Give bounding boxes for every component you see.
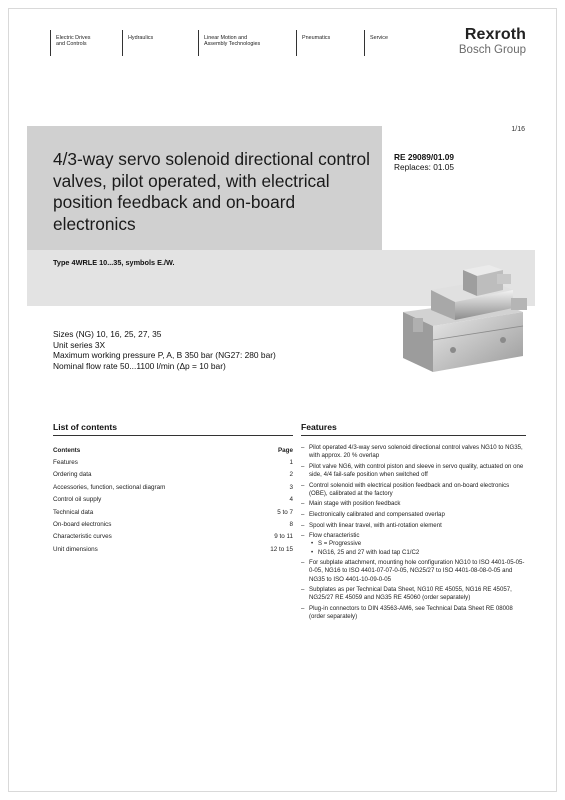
- feature-text: Control solenoid with electrical position feedback and on-board electronics (OBE), calibrated at the factory: [309, 481, 510, 497]
- toc-header-row: [53, 444, 293, 457]
- valve-product-image: [393, 260, 533, 380]
- logo-subtitle: Bosch Group: [458, 44, 526, 56]
- document-title: 4/3-way servo solenoid directional control valves, pilot operated, with electrical position feedback and on-board electronics: [53, 149, 370, 234]
- feature-item: – Pilot operated 4/3-way servo solenoid directional control valves NG10 to NG35, with approx. 20 % overlap: [301, 444, 523, 460]
- toc-entry-page: 4: [289, 496, 293, 504]
- logo-wordmark: Rexroth: [464, 26, 526, 43]
- toc-entry-label: Characteristic curves: [53, 533, 112, 541]
- replaces-text: Replaces: 01.05: [394, 162, 454, 172]
- toc-row[interactable]: [53, 544, 293, 556]
- feature-text: Main stage with position feedback: [309, 500, 401, 508]
- feature-item: – Plug-in connectors to DIN 43563-AM6, see Technical Data Sheet RE 08008 (order separately): [301, 604, 513, 621]
- specs-block: [53, 329, 276, 371]
- toc-contents-label: Contents: [53, 447, 81, 454]
- toc-row[interactable]: [53, 482, 293, 494]
- page-number: 1/16: [511, 126, 525, 133]
- feature-text: Spool with linear travel, with anti-rotation element: [309, 521, 442, 529]
- toc-entry-page: 3: [289, 483, 293, 491]
- reference-block: [394, 152, 454, 172]
- toc-entry-page: 12 to 15: [270, 545, 293, 553]
- toc-heading: List of contents: [53, 422, 117, 432]
- toc-row[interactable]: [53, 507, 293, 519]
- feature-text: Subplates as per Technical Data Sheet, NG10 RE 45055, NG16 RE 45057, NG25/27 RE 45059 and NG35 RE 45060 (order separately): [309, 586, 512, 602]
- toc-entry-label: Accessories, function, sectional diagram: [53, 483, 166, 491]
- toc-rule: [53, 435, 293, 436]
- toc-entry-page: 9 to 11: [274, 533, 293, 541]
- toc-row[interactable]: [53, 519, 293, 531]
- nav-service[interactable]: Service: [364, 30, 388, 56]
- toc-row[interactable]: [53, 531, 293, 543]
- toc-row[interactable]: [53, 494, 293, 506]
- toc-entry-label: Technical data: [53, 508, 94, 516]
- toc-entry-label: On-board electronics: [53, 521, 112, 529]
- re-number: RE 29089/01.09: [394, 152, 454, 162]
- nav-electric-drives[interactable]: Electric Drives and Controls: [50, 30, 90, 56]
- features-heading: Features: [301, 422, 337, 432]
- feature-sub-item: • NG16, 25 and 27 with load tap C1/C2: [311, 548, 420, 556]
- toc-entry-label: Unit dimensions: [53, 545, 98, 553]
- feature-item: – Spool with linear travel, with anti-rotation element: [301, 521, 442, 529]
- toc-row[interactable]: [53, 457, 293, 469]
- feature-text: Pilot valve NG6, with control piston and sleeve in servo quality, actuated on one side, 4/4 fail-safe position when switched off: [309, 462, 524, 478]
- nav-pneumatics[interactable]: Pneumatics: [296, 30, 330, 56]
- toc-entry-page: 5 to 7: [277, 508, 293, 516]
- feature-sub-text: NG16, 25 and 27 with load tap C1/C2: [318, 548, 420, 556]
- toc-page-label: Page: [277, 447, 293, 454]
- feature-text: Electronically calibrated and compensated overlap: [309, 510, 445, 518]
- toc-entry-page: 1: [289, 459, 293, 466]
- spec-flow-rate: Nominal flow rate 50...1100 l/min (Δp = 10 bar): [53, 360, 226, 371]
- rexroth-logo: [459, 26, 526, 57]
- toc-entry-label: Control oil supply: [53, 496, 102, 504]
- toc-entry-label: Ordering data: [53, 471, 92, 479]
- nav-hydraulics[interactable]: Hydraulics: [122, 30, 153, 56]
- feature-text: For subplate attachment, mounting hole configuration NG10 to ISO 4401-05-05-0-05, NG16 to ISO 4401-07-07-0-05, NG25/27 to ISO 4401-08-08-0-05 and NG35 to ISO 4401-10-09-0-05: [309, 559, 525, 583]
- features-rule: [301, 435, 526, 436]
- nav-linear-motion[interactable]: Linear Motion and Assembly Technologies: [198, 30, 260, 56]
- feature-item: – Flow characteristic • S = Progressive • NG16, 25 and 27 with load tap C1/C2: [301, 532, 526, 557]
- toc-entry-page: 8: [289, 521, 293, 529]
- toc-entry-label: Features: [53, 459, 78, 466]
- toc-entry-page: 2: [289, 471, 293, 479]
- feature-item: – Subplates as per Technical Data Sheet, NG10 RE 45055, NG16 RE 45057, NG25/27 RE 45059 and NG35 RE 45060 (order separately): [301, 586, 512, 602]
- feature-text: Flow characteristic: [309, 532, 360, 540]
- feature-item: – Control solenoid with electrical position feedback and on-board electronics (OBE), calibrated at the factory: [301, 481, 510, 497]
- table-of-contents: [53, 444, 293, 556]
- feature-item: – Pilot valve NG6, with control piston and sleeve in servo quality, actuated on one side, 4/4 fail-safe position when switched off: [301, 462, 524, 478]
- feature-item: – Main stage with position feedback: [301, 500, 401, 508]
- feature-text: Pilot operated 4/3-way servo solenoid directional control valves NG10 to NG35, with approx. 20 % overlap: [309, 444, 523, 460]
- spec-unit-series: Unit series 3X: [53, 339, 106, 350]
- feature-item: – For subplate attachment, mounting hole configuration NG10 to ISO 4401-05-05-0-05, NG16 to ISO 4401-07-07-0-05, NG25/27 to ISO 4401-08-08-0-05 and NG35 to ISO 4401-10-09-0-05: [301, 559, 525, 583]
- type-designation: Type 4WRLE 10...35, symbols E./W.: [53, 258, 175, 267]
- feature-sub-item: • S = Progressive: [311, 540, 362, 548]
- feature-text: Plug-in connectors to DIN 43563-AM6, see Technical Data Sheet RE 08008 (order separately): [309, 604, 513, 621]
- feature-sub-text: S = Progressive: [318, 540, 362, 548]
- toc-row[interactable]: [53, 469, 293, 481]
- spec-pressure: Maximum working pressure P, A, B 350 bar (NG27: 280 bar): [53, 350, 276, 360]
- feature-item: – Electronically calibrated and compensated overlap: [301, 510, 445, 518]
- spec-sizes: Sizes (NG) 10, 16, 25, 27, 35: [53, 329, 162, 339]
- features-list: [301, 444, 526, 624]
